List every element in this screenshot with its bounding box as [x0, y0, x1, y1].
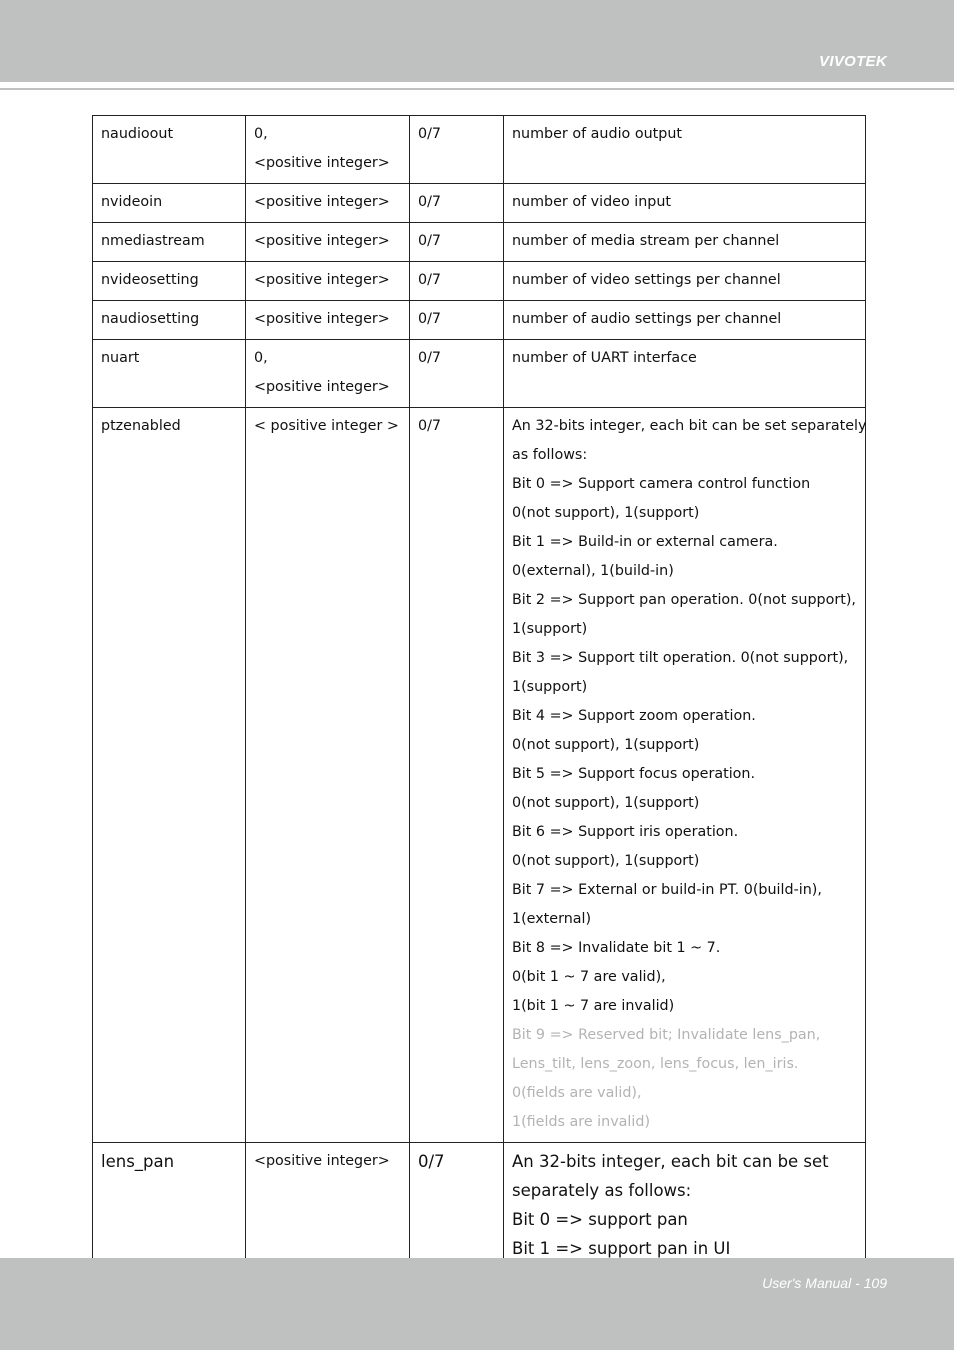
- description-line: 0(not support), 1(support): [512, 505, 700, 521]
- description-line: 1(bit 1 ~ 7 are invalid): [512, 998, 675, 1014]
- param-value-cell: [246, 340, 410, 408]
- description-line-muted: Bit 9 => Reserved bit; Invalidate lens_pan,: [512, 1027, 821, 1043]
- description-line: Bit 8 => Invalidate bit 1 ~ 7.: [512, 940, 721, 956]
- table-row: [93, 184, 866, 223]
- description-cell: [504, 184, 866, 223]
- table-row: [93, 1143, 866, 1269]
- param-value-cell: [246, 262, 410, 301]
- description-line: number of media stream per channel: [512, 233, 780, 249]
- description-line-muted: Lens_tilt, lens_zoon, lens_focus, len_iris.: [512, 1056, 799, 1072]
- param-value-cell: [246, 1143, 410, 1269]
- param-name-cell: [93, 116, 246, 184]
- param-value: <positive integer>: [254, 233, 390, 249]
- param-value-cell: [246, 116, 410, 184]
- param-name-cell: [93, 223, 246, 262]
- param-name: nvideoin: [101, 194, 163, 210]
- security-cell: [410, 1143, 504, 1269]
- header-divider: [0, 88, 954, 90]
- description-line: 0(not support), 1(support): [512, 737, 700, 753]
- param-value: <positive integer>: [254, 272, 390, 288]
- page-footer: [0, 1258, 954, 1350]
- param-name: ptzenabled: [101, 418, 181, 434]
- description-cell: [504, 301, 866, 340]
- security-level: 0/7: [418, 272, 442, 288]
- param-name-cell: [93, 408, 246, 1143]
- security-level: 0/7: [418, 1152, 445, 1171]
- description-cell: [504, 1143, 866, 1269]
- param-value: < positive integer >: [254, 418, 399, 434]
- description-line: Bit 2 => Support pan operation. 0(not support),: [512, 592, 856, 608]
- brand-logo-text: VIVOTEK: [819, 53, 887, 70]
- description-line: Bit 4 => Support zoom operation.: [512, 708, 756, 724]
- description-line: 0(bit 1 ~ 7 are valid),: [512, 969, 666, 985]
- param-value: <positive integer>: [254, 311, 390, 327]
- description-line: Bit 0 => Support camera control function: [512, 476, 811, 492]
- description-line: Bit 0 => support pan: [512, 1210, 688, 1229]
- description-line-muted: 1(fields are invalid): [512, 1114, 651, 1130]
- param-value: <positive integer>: [254, 379, 390, 395]
- table-row: [93, 223, 866, 262]
- parameter-table: [92, 115, 866, 1269]
- description-line: as follows:: [512, 447, 588, 463]
- security-cell: [410, 301, 504, 340]
- security-level: 0/7: [418, 418, 442, 434]
- description-line: Bit 5 => Support focus operation.: [512, 766, 756, 782]
- description-line: 0(external), 1(build-in): [512, 563, 674, 579]
- security-level: 0/7: [418, 311, 442, 327]
- description-line: An 32-bits integer, each bit can be set: [512, 1152, 829, 1171]
- param-name: nuart: [101, 350, 140, 366]
- security-level: 0/7: [418, 126, 442, 142]
- security-cell: [410, 262, 504, 301]
- description-cell: [504, 408, 866, 1143]
- param-value-cell: [246, 301, 410, 340]
- table-row: [93, 262, 866, 301]
- description-line: An 32-bits integer, each bit can be set separately: [512, 418, 867, 434]
- description-line: Bit 3 => Support tilt operation. 0(not support),: [512, 650, 849, 666]
- page-number: User's Manual - 109: [762, 1275, 887, 1291]
- description-line: Bit 6 => Support iris operation.: [512, 824, 739, 840]
- security-cell: [410, 116, 504, 184]
- param-name-cell: [93, 262, 246, 301]
- param-name-cell: [93, 184, 246, 223]
- security-level: 0/7: [418, 350, 442, 366]
- parameter-table-body: [93, 116, 866, 1269]
- description-line: Bit 1 => support pan in UI: [512, 1239, 731, 1258]
- param-name: nmediastream: [101, 233, 205, 249]
- table-row: [93, 340, 866, 408]
- security-cell: [410, 223, 504, 262]
- table-row: [93, 116, 866, 184]
- param-value: <positive integer>: [254, 1153, 390, 1169]
- description-line-muted: 0(fields are valid),: [512, 1085, 642, 1101]
- description-line: 1(support): [512, 621, 588, 637]
- description-line: number of audio settings per channel: [512, 311, 782, 327]
- description-line: Bit 1 => Build-in or external camera.: [512, 534, 778, 550]
- param-value: 0,: [254, 126, 268, 142]
- param-value: 0,: [254, 350, 268, 366]
- description-line: number of UART interface: [512, 350, 697, 366]
- param-value-cell: [246, 408, 410, 1143]
- security-cell: [410, 184, 504, 223]
- description-line: number of video input: [512, 194, 672, 210]
- security-cell: [410, 408, 504, 1143]
- param-value: <positive integer>: [254, 155, 390, 171]
- param-name: nvideosetting: [101, 272, 199, 288]
- table-row: [93, 301, 866, 340]
- security-level: 0/7: [418, 233, 442, 249]
- description-line: separately as follows:: [512, 1181, 692, 1200]
- param-value-cell: [246, 223, 410, 262]
- param-name-cell: [93, 301, 246, 340]
- security-cell: [410, 340, 504, 408]
- param-name-cell: [93, 340, 246, 408]
- description-line: Bit 7 => External or build-in PT. 0(build-in),: [512, 882, 822, 898]
- page-header: [0, 0, 954, 82]
- description-line: 0(not support), 1(support): [512, 795, 700, 811]
- description-line: 1(external): [512, 911, 592, 927]
- description-cell: [504, 223, 866, 262]
- param-name-cell: [93, 1143, 246, 1269]
- param-value-cell: [246, 184, 410, 223]
- param-value: <positive integer>: [254, 194, 390, 210]
- description-cell: [504, 116, 866, 184]
- param-name: naudioout: [101, 126, 174, 142]
- description-cell: [504, 340, 866, 408]
- description-line: number of video settings per channel: [512, 272, 781, 288]
- description-line: 1(support): [512, 679, 588, 695]
- description-line: number of audio output: [512, 126, 682, 142]
- param-name: lens_pan: [101, 1152, 175, 1171]
- table-row: [93, 408, 866, 1143]
- description-line: 0(not support), 1(support): [512, 853, 700, 869]
- security-level: 0/7: [418, 194, 442, 210]
- description-cell: [504, 262, 866, 301]
- param-name: naudiosetting: [101, 311, 200, 327]
